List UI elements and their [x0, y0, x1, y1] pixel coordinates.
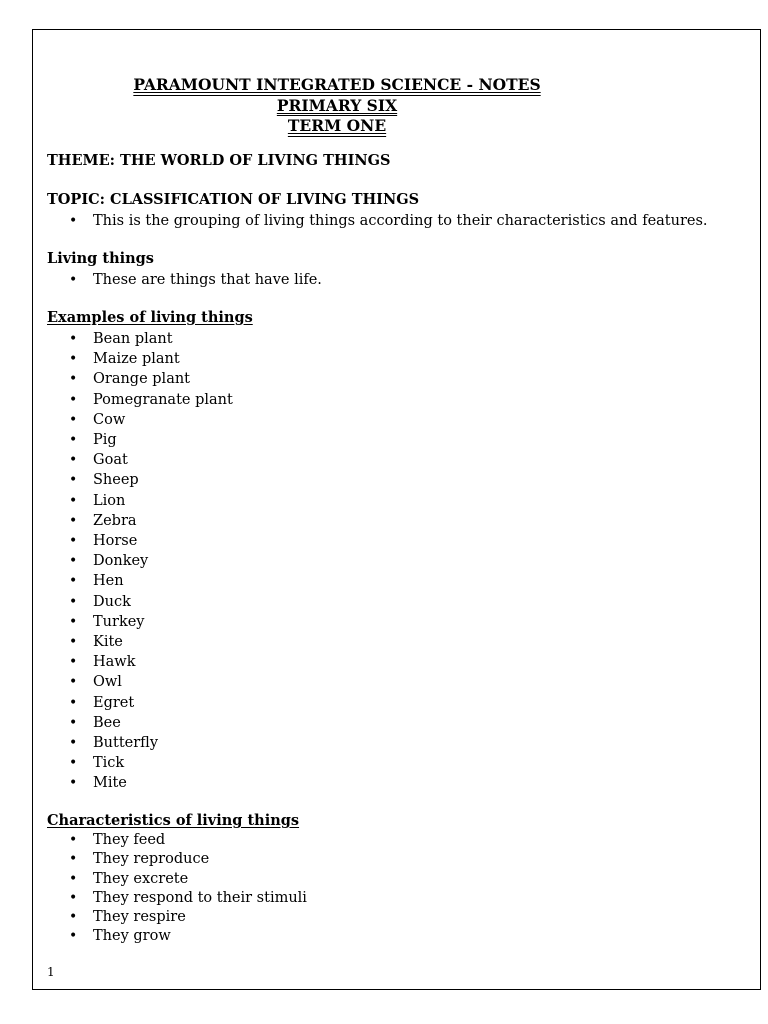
- example-list-item: • Pig: [47, 430, 233, 450]
- example-list-item: • Tick: [47, 753, 233, 773]
- example-list-item: • Hawk: [47, 652, 233, 672]
- document-title-block: [0, 75, 768, 137]
- example-list-item: • Hen: [47, 571, 233, 591]
- topic-list-item: • This is the grouping of living things according to their characteristics and features.: [47, 211, 708, 231]
- characteristic-list-item: • They respond to their stimuli: [47, 889, 307, 908]
- topic-list: [47, 211, 708, 231]
- example-list-item: • Bee: [47, 713, 233, 733]
- topic-heading: TOPIC: CLASSIFICATION OF LIVING THINGS: [47, 191, 420, 208]
- example-list-item: • Sheep: [47, 470, 233, 490]
- example-list-item: • Kite: [47, 632, 233, 652]
- characteristics-list: [47, 831, 307, 947]
- example-list-item: • Egret: [47, 693, 233, 713]
- example-list-item: • Mite: [47, 773, 233, 793]
- characteristic-list-item: • They excrete: [47, 870, 307, 889]
- example-list-item: • Owl: [47, 672, 233, 692]
- examples-heading: Examples of living things: [47, 309, 253, 326]
- characteristic-list-item: • They feed: [47, 831, 307, 850]
- term-label: TERM ONE: [287, 116, 387, 135]
- example-list-item: • Donkey: [47, 551, 233, 571]
- example-list-item: • Pomegranate plant: [47, 390, 233, 410]
- class-level: PRIMARY SIX: [276, 95, 398, 115]
- living-things-list: [47, 270, 322, 290]
- characteristics-heading: Characteristics of living things: [47, 812, 300, 829]
- characteristic-list-item: • They reproduce: [47, 850, 307, 869]
- examples-list: [47, 329, 233, 794]
- living-things-heading: Living things: [47, 250, 154, 267]
- example-list-item: • Goat: [47, 450, 233, 470]
- example-list-item: • Duck: [47, 592, 233, 612]
- example-list-item: • Butterfly: [47, 733, 233, 753]
- example-list-item: • Zebra: [47, 511, 233, 531]
- example-list-item: • Cow: [47, 410, 233, 430]
- example-list-item: • Turkey: [47, 612, 233, 632]
- example-list-item: • Bean plant: [47, 329, 233, 349]
- characteristic-list-item: • They respire: [47, 908, 307, 927]
- characteristic-list-item: • They grow: [47, 927, 307, 946]
- living-things-list-item: • These are things that have life.: [47, 270, 322, 290]
- example-list-item: • Lion: [47, 491, 233, 511]
- example-list-item: • Horse: [47, 531, 233, 551]
- example-list-item: • Orange plant: [47, 369, 233, 389]
- document-title: PARAMOUNT INTEGRATED SCIENCE - NOTES: [133, 75, 541, 94]
- page-number: 1: [47, 965, 55, 979]
- theme-heading: THEME: THE WORLD OF LIVING THINGS: [47, 152, 391, 169]
- example-list-item: • Maize plant: [47, 349, 233, 369]
